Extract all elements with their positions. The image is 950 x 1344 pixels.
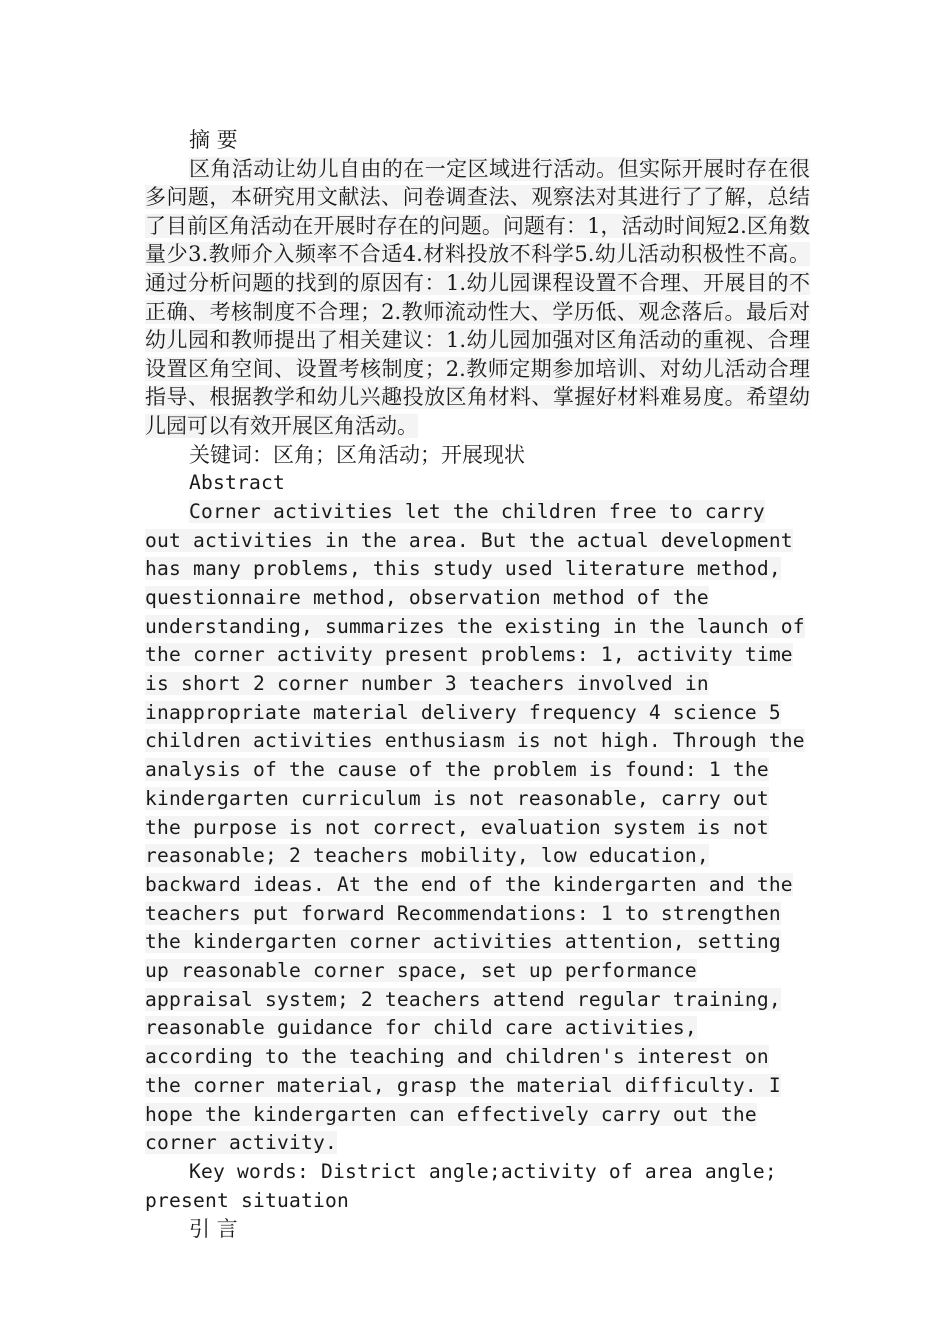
intro-heading: 引 言 [189, 1217, 238, 1242]
abstract-cn-heading: 摘 要 [189, 128, 238, 152]
abstract-en-body [145, 498, 810, 1158]
abstract-cn-keywords: 关键词：区角；区角活动；开展现状 [189, 442, 525, 467]
document-content [145, 126, 810, 1244]
abstract-en-heading: Abstract [189, 471, 285, 495]
abstract-en-text: Corner activities let the children free to carry out activities in the area. But the actual development has many problems, this study used literature method, questionnaire method, observation method of the understanding, summarizes the existing in the launch of the corner activity present problems: 1, activity time is short 2 corner number 3 teachers involved in inappropriate material delivery frequency 4 science 5 children activities enthusiasm is not high. Through the analysis of the cause of the problem is found: 1 the kindergarten curriculum is not reasonable, carry out the purpose is not correct, evaluation system is not reasonable; 2 teachers mobility, low education, backward ideas. At the end of the kindergarten and the teachers put forward Recommendations: 1 to strengthen the kindergarten corner activities attention, setting up reasonable corner space, set up performance appraisal system; 2 teachers attend regular training, reasonable guidance for child care activities, according to the teaching and children's interest on the corner material, grasp the material difficulty. I hope the kindergarten can effectively carry out the corner activity. [145, 499, 805, 1155]
abstract-en-keywords: Key words: District angle;activity of area angle; present situation [145, 1160, 777, 1212]
abstract-cn-body [145, 155, 810, 441]
abstract-cn-text: 区角活动让幼儿自由的在一定区域进行活动。但实际开展时存在很多问题，本研究用文献法、问卷调查法、观察法对其进行了了解，总结了目前区角活动在开展时存在的问题。问题有：1，活动时间短2.区角数量少3.教师介入频率不合适4.材料投放不科学5.幼儿活动积极性不高。通过分析问题的找到的原因有：1.幼儿园课程设置不合理、开展目的不正确、考核制度不合理；2.教师流动性大、学历低、观念落后。最后对幼儿园和教师提出了相关建议：1.幼儿园加强对区角活动的重视、合理设置区角空间、设置考核制度；2.教师定期参加培训、对幼儿活动合理指导、根据教学和幼儿兴趣投放区角材料、掌握好材料难易度。希望幼儿园可以有效开展区角活动。 [145, 156, 810, 438]
